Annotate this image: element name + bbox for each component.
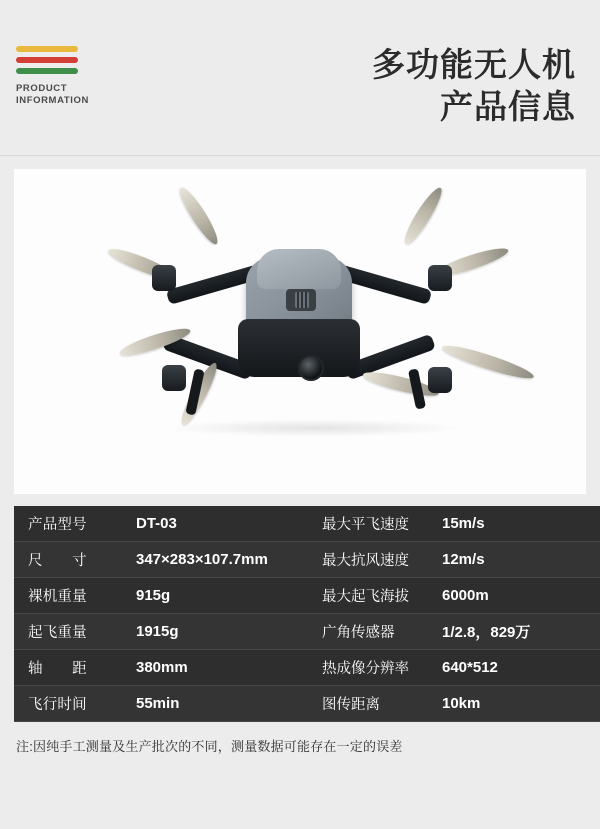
table-row xyxy=(14,542,600,578)
page-title xyxy=(372,44,576,128)
spec-label-2: 最大起飞海拔 xyxy=(316,578,434,614)
logo-bar-green xyxy=(16,68,78,74)
spec-value-2: 12m/s xyxy=(434,542,600,578)
spec-value-2: 640*512 xyxy=(434,650,600,686)
spec-value-2: 6000m xyxy=(434,578,600,614)
page-header xyxy=(0,0,600,156)
propeller-front-right-blade-a xyxy=(400,184,447,247)
table-row xyxy=(14,506,600,542)
drone-fuselage-top xyxy=(257,249,341,289)
table-row xyxy=(14,578,600,614)
drone-camera-lens xyxy=(298,355,324,381)
spec-label: 飞行时间 xyxy=(14,686,132,722)
page-title-line2: 产品信息 xyxy=(440,88,576,125)
motor-rear-right xyxy=(428,367,452,393)
propeller-rear-right-blade-b xyxy=(440,341,536,384)
spec-label: 产品型号 xyxy=(14,506,132,542)
table-row xyxy=(14,614,600,650)
logo-bar-yellow xyxy=(16,46,78,52)
brand-logo xyxy=(16,46,126,107)
drone-vent xyxy=(295,292,309,308)
spec-label: 裸机重量 xyxy=(14,578,132,614)
spec-label-2: 最大平飞速度 xyxy=(316,506,434,542)
motor-front-left xyxy=(152,265,176,291)
spec-value: 915g xyxy=(132,578,316,614)
spec-label-2: 广角传感器 xyxy=(316,614,434,650)
logo-bars xyxy=(16,46,78,74)
logo-text xyxy=(16,83,126,107)
specifications-table xyxy=(14,506,600,722)
spec-value: 347×283×107.7mm xyxy=(132,542,316,578)
spec-value-2: 1/2.8，829万 xyxy=(434,614,600,650)
spec-label-2: 热成像分辨率 xyxy=(316,650,434,686)
spec-value-2: 15m/s xyxy=(434,506,600,542)
spec-value-2: 10km xyxy=(434,686,600,722)
table-row xyxy=(14,650,600,686)
spec-label: 轴 距 xyxy=(14,650,132,686)
spec-value: DT-03 xyxy=(132,506,316,542)
drone-illustration xyxy=(14,169,586,494)
logo-text-line1: PRODUCT xyxy=(16,83,68,94)
product-image xyxy=(14,169,586,494)
logo-text-line2: INFORMATION xyxy=(16,95,89,106)
propeller-front-left-blade-a xyxy=(176,184,223,247)
page-title-line1: 多功能无人机 xyxy=(372,46,576,83)
drone-shadow xyxy=(164,419,464,437)
logo-bar-red xyxy=(16,57,78,63)
spec-label: 起飞重量 xyxy=(14,614,132,650)
measurement-disclaimer: 注:因纯手工测量及生产批次的不同，测量数据可能存在一定的误差 xyxy=(16,739,403,754)
specifications-body xyxy=(14,506,600,722)
table-row xyxy=(14,686,600,722)
motor-rear-left xyxy=(162,365,186,391)
spec-value: 55min xyxy=(132,686,316,722)
spec-value: 1915g xyxy=(132,614,316,650)
spec-label-2: 图传距离 xyxy=(316,686,434,722)
spec-value: 380mm xyxy=(132,650,316,686)
spec-label: 尺 寸 xyxy=(14,542,132,578)
motor-front-right xyxy=(428,265,452,291)
spec-label-2: 最大抗风速度 xyxy=(316,542,434,578)
